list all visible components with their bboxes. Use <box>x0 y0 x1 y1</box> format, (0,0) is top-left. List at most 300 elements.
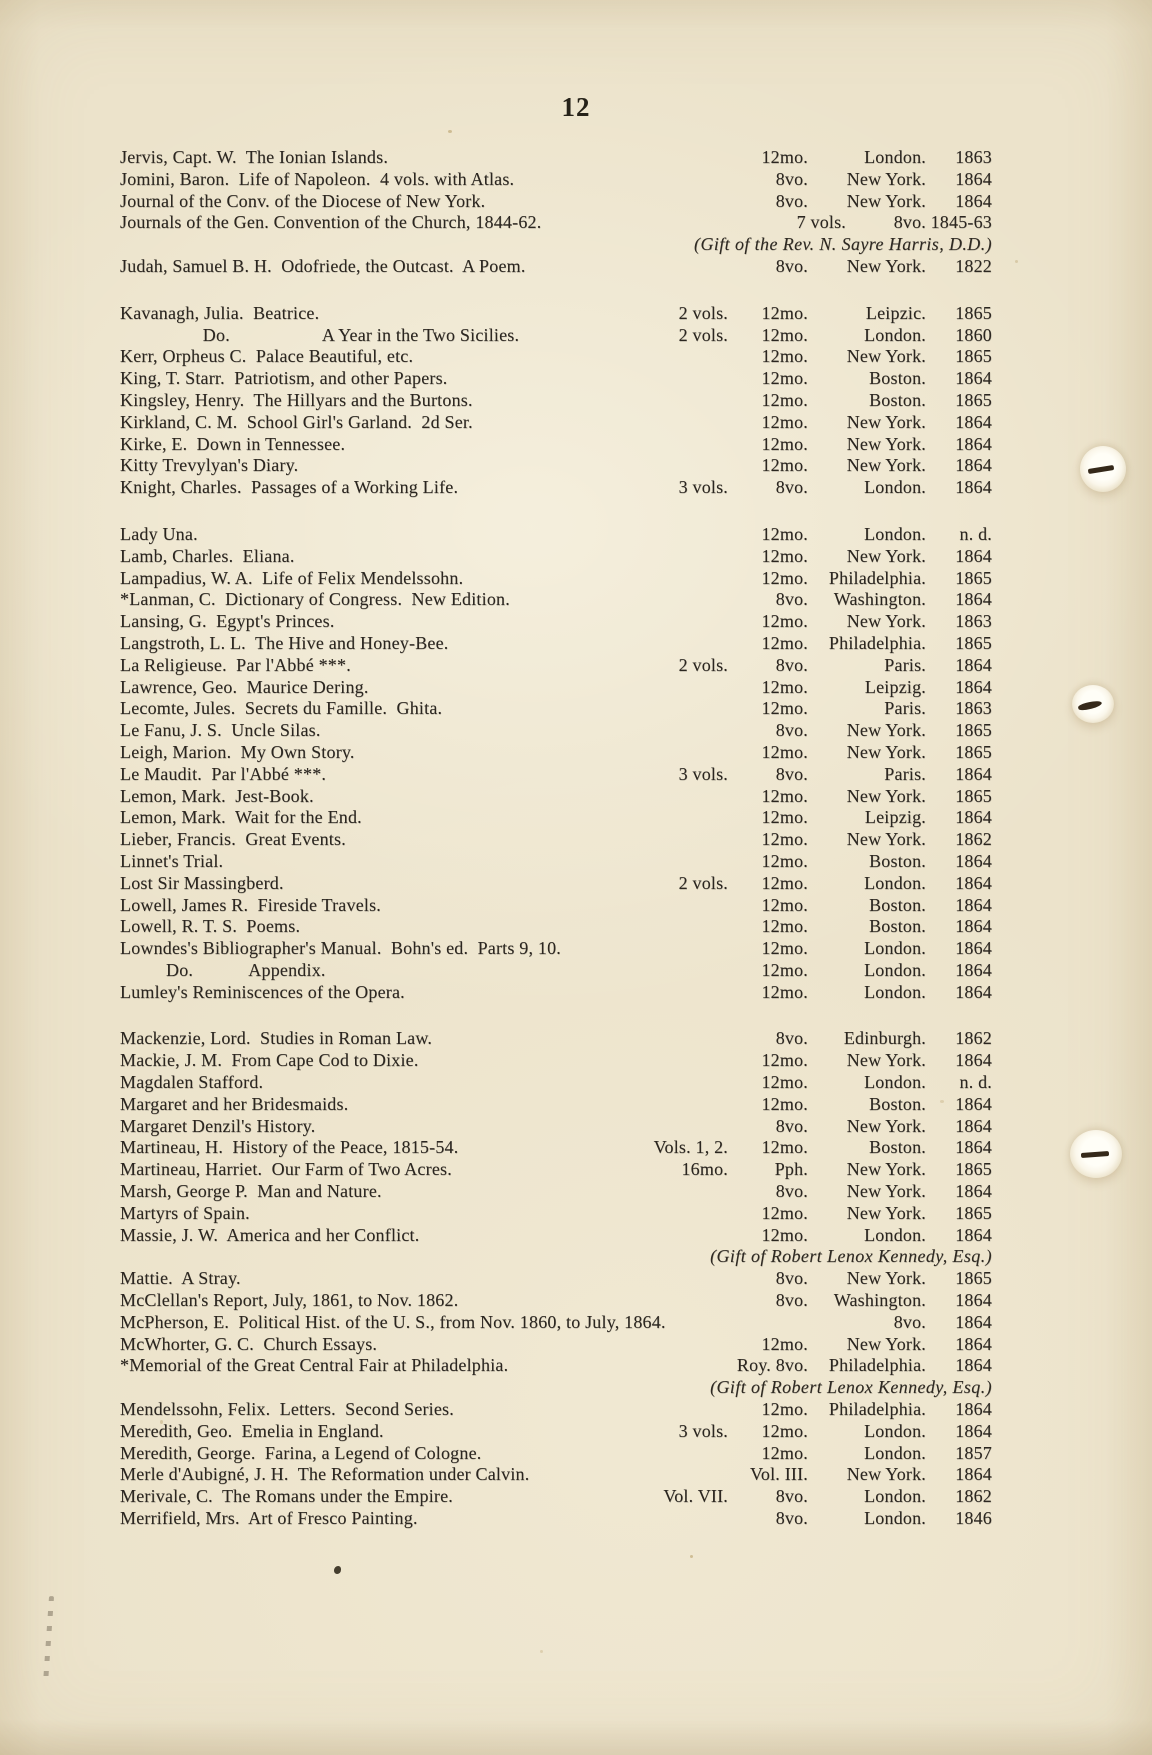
catalog-entry <box>120 1486 992 1508</box>
entry-title: Merivale, C. The Romans under the Empire. <box>120 1486 453 1507</box>
entry-year: 1864 <box>955 455 992 476</box>
paper-speck <box>540 1650 543 1653</box>
entry-title: Merle d'Aubigné, J. H. The Reformation under Calvin. <box>120 1464 530 1485</box>
paper-speck <box>690 1555 693 1558</box>
paper-hole-artifact <box>1070 1130 1122 1178</box>
entry-place: New York. <box>846 1333 926 1354</box>
entry-year: 1860 <box>955 324 992 345</box>
entry-place: London. <box>864 1508 926 1529</box>
paper-hole-artifact <box>1072 685 1114 723</box>
entry-volumes: 3 vols. <box>678 477 728 498</box>
entry-year: 1865 <box>955 567 992 588</box>
entry-year: 1864 <box>955 894 992 915</box>
entry-title: McWhorter, G. C. Church Essays. <box>120 1333 378 1354</box>
entry-title: Lost Sir Massingberd. <box>120 872 284 893</box>
entry-size: 8vo. <box>775 589 808 610</box>
entry-size: 12mo. <box>761 916 808 937</box>
entry-place: New York. <box>846 190 926 211</box>
catalog-section <box>120 1028 992 1529</box>
entry-size: 12mo. <box>761 523 808 544</box>
entry-size: 12mo. <box>761 1442 808 1463</box>
entry-title: Journals of the Gen. Convention of the Church, 1844-62. <box>120 212 542 233</box>
entry-title: Lemon, Mark. Wait for the End. <box>120 807 362 828</box>
catalog-entry <box>120 455 992 477</box>
entry-volumes: 3 vols. <box>678 1420 728 1441</box>
catalog-entry <box>120 1050 992 1072</box>
entry-size: 8vo. <box>775 477 808 498</box>
entry-year: 1864 <box>955 190 992 211</box>
entry-place: New York. <box>846 611 926 632</box>
entry-year: 1857 <box>955 1442 992 1463</box>
entry-title: Lemon, Mark. Jest-Book. <box>120 785 314 806</box>
catalog-entry <box>120 1508 992 1530</box>
catalog-entry <box>120 655 992 677</box>
entry-year: 1864 <box>955 981 992 1002</box>
entry-title: Mendelssohn, Felix. Letters. Second Series. <box>120 1399 454 1420</box>
entry-place: London. <box>864 959 926 980</box>
entry-place: New York. <box>846 741 926 762</box>
entry-title: Mattie. A Stray. <box>120 1268 241 1289</box>
catalog-entry <box>120 742 992 764</box>
catalog-entry <box>120 895 992 917</box>
entry-place: Boston. <box>869 368 926 389</box>
entry-year: 1864 <box>955 1355 992 1376</box>
entry-size: 12mo. <box>761 959 808 980</box>
entry-year: 1865 <box>955 741 992 762</box>
catalog-entry <box>120 546 992 568</box>
entry-size: 12mo. <box>761 368 808 389</box>
catalog-entry <box>120 524 992 546</box>
entry-year: 1864 <box>955 654 992 675</box>
entry-place: London. <box>864 1420 926 1441</box>
catalog-entry <box>120 212 992 234</box>
entry-year: 1865 <box>955 1268 992 1289</box>
entry-title: Martyrs of Spain. <box>120 1202 250 1223</box>
entry-year: 1864 <box>955 168 992 189</box>
catalog-entry <box>120 1355 992 1377</box>
entry-year: 1864 <box>955 850 992 871</box>
entry-title: Margaret Denzil's History. <box>120 1115 316 1136</box>
catalog-entry <box>120 346 992 368</box>
entry-place: London. <box>864 1072 926 1093</box>
entry-place: New York. <box>846 1181 926 1202</box>
paper-speck <box>448 130 452 133</box>
entry-size: 8vo. <box>893 212 926 233</box>
catalog-entry <box>120 1094 992 1116</box>
entry-size: 8vo. <box>775 654 808 675</box>
catalog-entry <box>120 1181 992 1203</box>
catalog-section <box>120 147 992 278</box>
entry-place: London. <box>864 1224 926 1245</box>
entry-place: New York. <box>846 545 926 566</box>
entry-year: 1865 <box>955 346 992 367</box>
entry-size: 12mo. <box>761 545 808 566</box>
entry-size: 12mo. <box>761 1202 808 1223</box>
catalog-entry <box>120 720 992 742</box>
catalog-section <box>120 524 992 1004</box>
catalog-entry <box>120 1137 992 1159</box>
entry-size: Pph. <box>774 1159 808 1180</box>
entry-title: Lansing, G. Egypt's Princes. <box>120 611 335 632</box>
entry-size: 12mo. <box>761 389 808 410</box>
catalog-entry <box>120 434 992 456</box>
entry-volumes: 16mo. <box>681 1159 728 1180</box>
catalog-entry <box>120 786 992 808</box>
entry-size: 12mo. <box>761 829 808 850</box>
entry-size: 12mo. <box>761 324 808 345</box>
entry-place: New York. <box>846 1464 926 1485</box>
paper-speck <box>1015 260 1018 263</box>
entry-size: 12mo. <box>761 632 808 653</box>
entry-title: Knight, Charles. Passages of a Working Life. <box>120 477 459 498</box>
entry-place: Paris. <box>884 654 926 675</box>
entry-place: New York. <box>846 255 926 276</box>
catalog-entry <box>120 1225 992 1247</box>
entry-place: New York. <box>846 346 926 367</box>
entry-size: 12mo. <box>761 455 808 476</box>
entry-title: Magdalen Stafford. <box>120 1072 264 1093</box>
catalog-entry <box>120 303 992 325</box>
entry-title: McPherson, E. Political Hist. of the U. S., from Nov. 1860, to July, 1864. <box>120 1311 666 1332</box>
entry-year: 1864 <box>955 589 992 610</box>
entry-title: Mackenzie, Lord. Studies in Roman Law. <box>120 1028 433 1049</box>
entry-volumes: 2 vols. <box>678 302 728 323</box>
entry-title: Le Fanu, J. S. Uncle Silas. <box>120 720 321 741</box>
catalog-entry <box>120 477 992 499</box>
entry-year: 1864 <box>955 545 992 566</box>
entry-place: London. <box>864 1486 926 1507</box>
catalog-entry <box>120 368 992 390</box>
entry-size: 12mo. <box>761 433 808 454</box>
entry-size: 12mo. <box>761 1137 808 1158</box>
entry-title: McClellan's Report, July, 1861, to Nov. 1862. <box>120 1290 459 1311</box>
entry-title: Martineau, Harriet. Our Farm of Two Acres. <box>120 1159 452 1180</box>
entry-size: 12mo. <box>761 147 808 167</box>
entry-year: 1864 <box>955 1050 992 1071</box>
entry-place: New York. <box>846 829 926 850</box>
catalog-entry <box>120 851 992 873</box>
entry-place: Philadelphia. <box>828 1399 926 1420</box>
entry-year: 1864 <box>955 938 992 959</box>
entry-title: Do. Appendix. <box>120 959 326 980</box>
entry-size: 12mo. <box>761 302 808 323</box>
entry-size: 8vo. <box>775 255 808 276</box>
entry-size: 12mo. <box>761 676 808 697</box>
entry-size: 12mo. <box>761 741 808 762</box>
entry-year: 1864 <box>955 959 992 980</box>
entry-place: London. <box>864 147 926 167</box>
entry-title: Massie, J. W. America and her Conflict. <box>120 1224 420 1245</box>
catalog-entry <box>120 829 992 851</box>
entry-size: 12mo. <box>761 850 808 871</box>
catalog-entry <box>120 1072 992 1094</box>
catalog-entry <box>120 325 992 347</box>
paper-hole-artifact <box>1080 446 1126 492</box>
ink-speck <box>334 1566 341 1574</box>
catalog-entry <box>120 390 992 412</box>
entry-year: n. d. <box>959 1072 992 1093</box>
entry-year: 1862 <box>955 829 992 850</box>
entry-title: Kitty Trevylyan's Diary. <box>120 455 299 476</box>
entry-year: 1863 <box>955 698 992 719</box>
entry-size: 8vo. <box>775 1028 808 1049</box>
entry-place: Paris. <box>884 763 926 784</box>
entry-size: 12mo. <box>761 894 808 915</box>
entry-place: Philadelphia. <box>828 1355 926 1376</box>
entry-year: 1862 <box>955 1486 992 1507</box>
entry-title: Lawrence, Geo. Maurice Dering. <box>120 676 369 697</box>
entry-volumes: Vols. 1, 2. <box>653 1137 728 1158</box>
entry-year: 1863 <box>955 611 992 632</box>
entry-year: 1864 <box>955 433 992 454</box>
entry-year: 1864 <box>955 1290 992 1311</box>
catalog-entry <box>120 960 992 982</box>
entry-title: Jervis, Capt. W. The Ionian Islands. <box>120 147 389 167</box>
entry-place: Boston. <box>869 916 926 937</box>
entry-title: Langstroth, L. L. The Hive and Honey-Bee. <box>120 632 449 653</box>
entry-place: Boston. <box>869 1093 926 1114</box>
entry-year: 1864 <box>955 1137 992 1158</box>
catalog-entry <box>120 1464 992 1486</box>
entry-place: Philadelphia. <box>828 567 926 588</box>
entry-size: 12mo. <box>761 1399 808 1420</box>
entry-place: London. <box>864 477 926 498</box>
entry-place: London. <box>864 981 926 1002</box>
entry-size: 8vo. <box>775 1181 808 1202</box>
entry-size: 12mo. <box>761 611 808 632</box>
entry-title: Linnet's Trial. <box>120 850 224 871</box>
entry-place: Paris. <box>884 698 926 719</box>
entry-size: 8vo. <box>775 190 808 211</box>
catalog-entry <box>120 1443 992 1465</box>
entry-year: 1865 <box>955 302 992 323</box>
catalog-entry <box>120 1203 992 1225</box>
entry-title: Lowell, James R. Fireside Travels. <box>120 894 381 915</box>
entry-place: New York. <box>846 411 926 432</box>
entry-year: 1846 <box>955 1508 992 1529</box>
entry-year: 1863 <box>955 147 992 167</box>
entry-title: Judah, Samuel B. H. Odofriede, the Outcast. A Poem. <box>120 255 526 276</box>
catalog-entry <box>120 1159 992 1181</box>
entry-title: Lieber, Francis. Great Events. <box>120 829 346 850</box>
entry-year: 1864 <box>955 1224 992 1245</box>
entry-year: 1864 <box>955 763 992 784</box>
catalog-entry <box>120 807 992 829</box>
entry-year: 1865 <box>955 1202 992 1223</box>
entry-place: London. <box>864 938 926 959</box>
entry-size: 12mo. <box>761 1072 808 1093</box>
entry-place: London. <box>864 324 926 345</box>
catalog-entry <box>120 1421 992 1443</box>
entry-title: Lumley's Reminiscences of the Opera. <box>120 981 405 1002</box>
catalog-entry <box>120 412 992 434</box>
gift-note: (Gift of the Rev. N. Sayre Harris, D.D.) <box>694 234 992 255</box>
entry-title: Lowndes's Bibliographer's Manual. Bohn's ed. Parts 9, 10. <box>120 938 561 959</box>
entry-volumes: 2 vols. <box>678 872 728 893</box>
entry-size: Roy. 8vo. <box>736 1355 808 1376</box>
entry-volumes: 3 vols. <box>678 763 728 784</box>
entry-year: 1864 <box>955 1093 992 1114</box>
entry-volumes: 2 vols. <box>678 654 728 675</box>
entry-title: Jomini, Baron. Life of Napoleon. 4 vols. with Atlas. <box>120 168 515 189</box>
entry-year: 1864 <box>955 411 992 432</box>
entry-title: Kingsley, Henry. The Hillyars and the Burtons. <box>120 389 473 410</box>
entry-place: New York. <box>846 1268 926 1289</box>
entry-year: 1822 <box>955 255 992 276</box>
entry-volumes: 7 vols. <box>796 212 846 233</box>
entry-title: Margaret and her Bridesmaids. <box>120 1093 349 1114</box>
entry-title: Meredith, George. Farina, a Legend of Cologne. <box>120 1442 482 1463</box>
entry-year: 1862 <box>955 1028 992 1049</box>
catalog-entry <box>120 256 992 278</box>
page-number: 12 <box>561 92 591 122</box>
catalog-entry <box>120 169 992 191</box>
entry-place: Washington. <box>833 589 926 610</box>
catalog-entry <box>120 698 992 720</box>
entry-title: Lowell, R. T. S. Poems. <box>120 916 301 937</box>
entry-place: Boston. <box>869 850 926 871</box>
entry-year: 1864 <box>955 477 992 498</box>
entry-volumes: Vol. III. <box>750 1464 808 1485</box>
entry-year: 1864 <box>955 1399 992 1420</box>
entry-place: Leipzig. <box>864 807 926 828</box>
catalog-entry <box>120 568 992 590</box>
entry-place: London. <box>864 1442 926 1463</box>
catalog-entry <box>120 611 992 633</box>
entry-volumes: Vol. VII. <box>663 1486 728 1507</box>
entry-size: 8vo. <box>775 720 808 741</box>
catalog-entry <box>120 938 992 960</box>
entry-size: 12mo. <box>761 938 808 959</box>
catalog-sections <box>120 147 992 1530</box>
catalog-entry <box>120 1268 992 1290</box>
entry-title: Martineau, H. History of the Peace, 1815-54. <box>120 1137 459 1158</box>
entry-size: 8vo. <box>775 1115 808 1136</box>
entry-place: New York. <box>846 168 926 189</box>
entry-place: Boston. <box>869 1137 926 1158</box>
catalog-section <box>120 303 992 499</box>
entry-size: 8vo. <box>775 1486 808 1507</box>
catalog-entry <box>120 982 992 1004</box>
entry-size: 8vo. <box>775 168 808 189</box>
entry-year: n. d. <box>959 523 992 544</box>
entry-place: Leipzig. <box>864 676 926 697</box>
entry-place: New York. <box>846 720 926 741</box>
entry-place: Boston. <box>869 389 926 410</box>
entry-year: 1864 <box>955 916 992 937</box>
entry-year: 1864 <box>955 807 992 828</box>
entry-size: 12mo. <box>761 346 808 367</box>
entry-title: King, T. Starr. Patriotism, and other Papers. <box>120 368 448 389</box>
catalog-entry <box>120 1028 992 1050</box>
entry-year: 1864 <box>955 1333 992 1354</box>
entry-size: 8vo. <box>775 1290 808 1311</box>
entry-size: 12mo. <box>761 567 808 588</box>
catalog-entry <box>120 147 992 169</box>
entry-title: Leigh, Marion. My Own Story. <box>120 741 355 762</box>
entry-size: 12mo. <box>761 1420 808 1441</box>
entry-title: Journal of the Conv. of the Diocese of New York. <box>120 190 486 211</box>
entry-year: 1864 <box>955 1464 992 1485</box>
entry-size: 12mo. <box>761 1224 808 1245</box>
catalog-entry <box>120 873 992 895</box>
entry-year: 1864 <box>955 872 992 893</box>
entry-place: London. <box>864 872 926 893</box>
entry-size: 8vo. <box>775 1508 808 1529</box>
entry-size: 12mo. <box>761 698 808 719</box>
pencil-squiggle-mark <box>43 1596 54 1684</box>
entry-size: 12mo. <box>761 1333 808 1354</box>
entry-title: Meredith, Geo. Emelia in England. <box>120 1420 384 1441</box>
entry-title: Merrifield, Mrs. Art of Fresco Painting. <box>120 1508 418 1529</box>
entry-title: Marsh, George P. Man and Nature. <box>120 1181 382 1202</box>
entry-year: 1864 <box>955 1311 992 1332</box>
entry-size: 8vo. <box>775 1268 808 1289</box>
entry-place: New York. <box>846 1050 926 1071</box>
entry-title: Lampadius, W. A. Life of Felix Mendelssohn. <box>120 567 464 588</box>
entry-year: 1845-63 <box>930 212 992 233</box>
entry-place: Boston. <box>869 894 926 915</box>
entry-place: Edinburgh. <box>843 1028 926 1049</box>
entry-title: Kirkland, C. M. School Girl's Garland. 2d Ser. <box>120 411 473 432</box>
paper-speck <box>160 1420 163 1424</box>
entry-volumes: 2 vols. <box>678 324 728 345</box>
entry-title: Kerr, Orpheus C. Palace Beautiful, etc. <box>120 346 414 367</box>
entry-title: Lamb, Charles. Eliana. <box>120 545 295 566</box>
entry-place: New York. <box>846 433 926 454</box>
catalog-entry <box>120 1312 992 1334</box>
entry-place: Leipzic. <box>865 302 926 323</box>
catalog-entry <box>120 1399 992 1421</box>
entry-size: 12mo. <box>761 1093 808 1114</box>
entry-place: New York. <box>846 1202 926 1223</box>
entry-title: Kirke, E. Down in Tennessee. <box>120 433 346 454</box>
entry-size: 12mo. <box>761 872 808 893</box>
entry-title: Le Maudit. Par l'Abbé ***. <box>120 763 327 784</box>
paper-speck <box>940 1100 944 1103</box>
entry-title: Mackie, J. M. From Cape Cod to Dixie. <box>120 1050 419 1071</box>
entry-size: 12mo. <box>761 981 808 1002</box>
entry-place: London. <box>864 523 926 544</box>
catalog-entry <box>120 191 992 213</box>
entry-size: 12mo. <box>761 411 808 432</box>
entry-title: *Lanman, C. Dictionary of Congress. New Edition. <box>120 589 510 610</box>
entry-year: 1865 <box>955 720 992 741</box>
entry-year: 1864 <box>955 1115 992 1136</box>
entry-year: 1865 <box>955 389 992 410</box>
entry-size: 12mo. <box>761 1050 808 1071</box>
entry-size: 12mo. <box>761 807 808 828</box>
entry-place: Philadelphia. <box>828 632 926 653</box>
entry-year: 1865 <box>955 632 992 653</box>
entry-title: La Religieuse. Par l'Abbé ***. <box>120 654 351 675</box>
entry-year: 1864 <box>955 676 992 697</box>
entry-size: 8vo. <box>893 1311 926 1332</box>
catalog-entry <box>120 677 992 699</box>
entry-title: Kavanagh, Julia. Beatrice. <box>120 302 320 323</box>
entry-place: New York. <box>846 1159 926 1180</box>
entry-place: New York. <box>846 1115 926 1136</box>
catalog-entry <box>120 633 992 655</box>
entry-size: 8vo. <box>775 763 808 784</box>
gift-note: (Gift of Robert Lenox Kennedy, Esq.) <box>710 1377 992 1398</box>
entry-place: Washington. <box>833 1290 926 1311</box>
catalog-entry <box>120 589 992 611</box>
entry-year: 1865 <box>955 1159 992 1180</box>
entry-year: 1864 <box>955 1181 992 1202</box>
entry-year: 1864 <box>955 368 992 389</box>
catalog-entry <box>120 1290 992 1312</box>
